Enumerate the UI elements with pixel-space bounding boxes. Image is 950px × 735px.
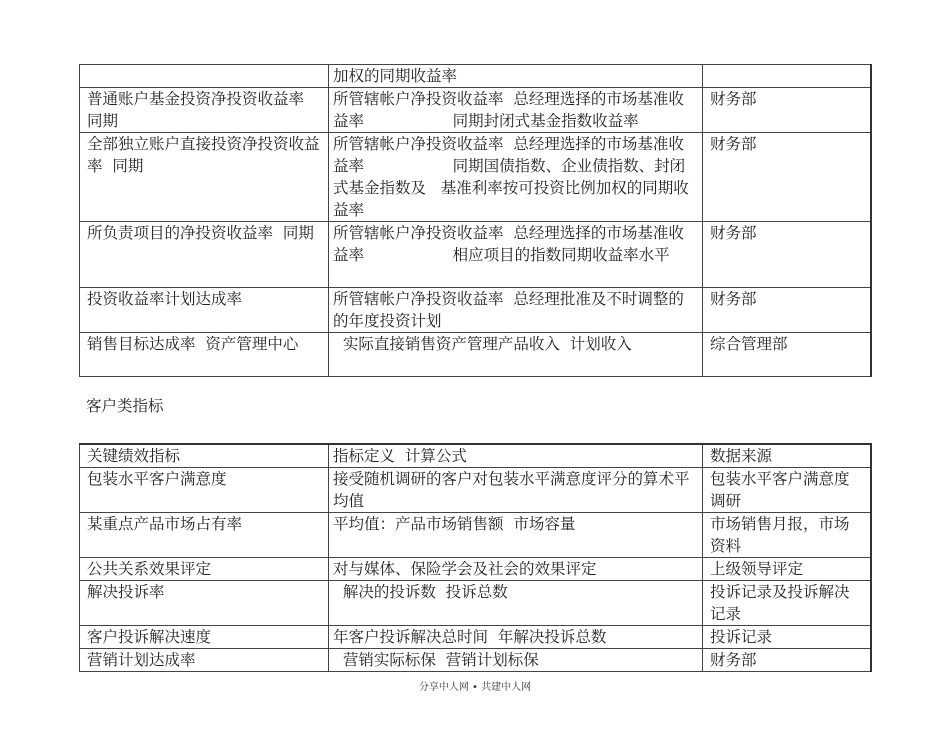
column-header: 关键绩效指标 bbox=[80, 444, 329, 468]
source-cell: 综合管理部 bbox=[703, 333, 872, 377]
table-row bbox=[80, 333, 872, 377]
definition-cell: 解决的投诉数 投诉总数 bbox=[329, 581, 703, 626]
source-cell: 投诉记录 bbox=[703, 626, 872, 649]
kpi-cell: 包装水平客户满意度 bbox=[80, 468, 329, 513]
table-row bbox=[80, 288, 872, 333]
kpi-cell: 客户投诉解决速度 bbox=[80, 626, 329, 649]
definition-cell: 所管辖帐户净投资收益率 总经理选择的市场基准收益率 相应项目的指数同期收益率水平 bbox=[329, 222, 703, 288]
kpi-cell: 投资收益率计划达成率 bbox=[80, 288, 329, 333]
definition-cell: 加权的同期收益率 bbox=[329, 65, 703, 88]
definition-cell: 实际直接销售资产管理产品收入 计划收入 bbox=[329, 333, 703, 377]
source-cell bbox=[703, 65, 872, 88]
source-cell: 财务部 bbox=[703, 649, 872, 672]
table-row bbox=[80, 88, 872, 133]
table-row bbox=[80, 626, 872, 649]
source-cell: 财务部 bbox=[703, 133, 872, 222]
kpi-cell: 公共关系效果评定 bbox=[80, 558, 329, 581]
source-cell: 投诉记录及投诉解决记录 bbox=[703, 581, 872, 626]
definition-cell: 年客户投诉解决总时间 年解决投诉总数 bbox=[329, 626, 703, 649]
definition-cell: 所管辖帐户净投资收益率 总经理选择的市场基准收益率 同期封闭式基金指数收益率 bbox=[329, 88, 703, 133]
kpi-cell: 解决投诉率 bbox=[80, 581, 329, 626]
column-header: 数据来源 bbox=[703, 444, 872, 468]
table-row bbox=[80, 222, 872, 288]
definition-cell: 对与媒体、保险学会及社会的效果评定 bbox=[329, 558, 703, 581]
kpi-cell: 销售目标达成率 资产管理中心 bbox=[80, 333, 329, 377]
kpi-cell: 所负责项目的净投资收益率 同期 bbox=[80, 222, 329, 288]
definition-cell: 所管辖帐户净投资收益率 总经理选择的市场基准收益率 同期国债指数、企业债指数、封闭式基金指数及 基准利率按可投资比例加权的同期收益率 bbox=[329, 133, 703, 222]
table-row bbox=[80, 581, 872, 626]
table-row bbox=[80, 558, 872, 581]
definition-cell: 平均值：产品市场销售额 市场容量 bbox=[329, 513, 703, 558]
definition-cell: 所管辖帐户净投资收益率 总经理批准及不时调整的的年度投资计划 bbox=[329, 288, 703, 333]
investment-kpi-table bbox=[79, 64, 872, 377]
table-row bbox=[80, 133, 872, 222]
kpi-cell: 某重点产品市场占有率 bbox=[80, 513, 329, 558]
page-footer: 分享中人网 • 共建中人网 bbox=[418, 682, 532, 693]
source-cell: 财务部 bbox=[703, 222, 872, 288]
kpi-cell: 普通账户基金投资净投资收益率 同期 bbox=[80, 88, 329, 133]
definition-cell: 接受随机调研的客户对包装水平满意度评分的算术平均值 bbox=[329, 468, 703, 513]
kpi-cell bbox=[80, 65, 329, 88]
source-cell: 包装水平客户满意度调研 bbox=[703, 468, 872, 513]
table-row bbox=[80, 513, 872, 558]
kpi-cell: 全部独立账户直接投资净投资收益率 同期 bbox=[80, 133, 329, 222]
source-cell: 上级领导评定 bbox=[703, 558, 872, 581]
table-row bbox=[80, 65, 872, 88]
column-header: 指标定义 计算公式 bbox=[329, 444, 703, 468]
source-cell: 财务部 bbox=[703, 88, 872, 133]
table-header-row bbox=[80, 444, 872, 468]
definition-cell: 营销实际标保 营销计划标保 bbox=[329, 649, 703, 672]
section-title: 客户类指标 bbox=[86, 397, 164, 415]
table-row bbox=[80, 649, 872, 672]
customer-kpi-table bbox=[79, 443, 872, 672]
source-cell: 财务部 bbox=[703, 288, 872, 333]
table-row bbox=[80, 468, 872, 513]
kpi-cell: 营销计划达成率 bbox=[80, 649, 329, 672]
source-cell: 市场销售月报，市场资料 bbox=[703, 513, 872, 558]
